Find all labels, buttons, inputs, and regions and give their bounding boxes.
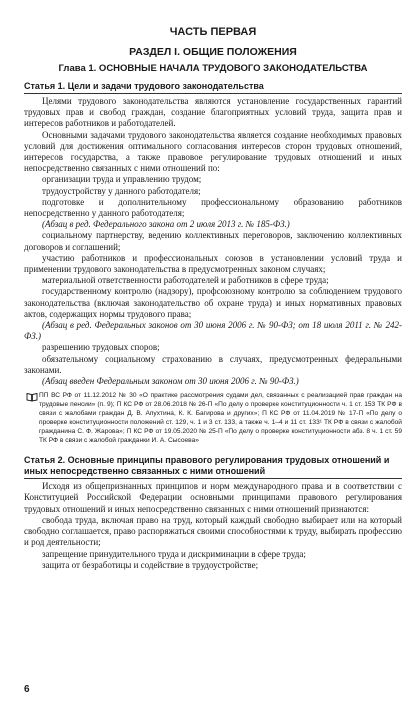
article-2-title: Статья 2. Основные принципы правового регулирования трудовых отношений и иных непосредственно связанных с ними отношений (24, 455, 390, 477)
article-2-paragraph: запрещение принудительного труда и дискриминации в сфере труда; (42, 548, 306, 559)
article-1-paragraph: участию работников и профессиональных союзов в установлении условий труда и применении трудового законодательства в предусмотренных законом случаях; (24, 252, 402, 275)
article-1-paragraph: обязательному социальному страхованию в случаях, предусмотренных федеральными законами. (24, 353, 402, 375)
article-2-rule (24, 478, 402, 479)
article-2-body (24, 481, 402, 571)
page-number: 6 (24, 684, 30, 695)
article-1-title: Статья 1. Цели и задачи трудового законодательства (24, 81, 264, 91)
article-1-paragraph: материальной ответственности работодателей и работников в сфере труда; (42, 275, 329, 286)
chapter-title: Глава 1. ОСНОВНЫЕ НАЧАЛА ТРУДОВОГО ЗАКОНОДАТЕЛЬСТВА (58, 63, 368, 74)
article-1-rule (24, 93, 402, 94)
article-1-paragraph: подготовке и дополнительному профессиональному образованию работников непосредственно у данного работодателя; (24, 196, 402, 219)
article-1-paragraph: Целями трудового законодательства являются установление государственных гарантий трудовых прав и свобод граждан, создание благоприятных условий труда, защита прав и интересов работников и работодателей. (24, 96, 402, 129)
article-1-paragraph: разрешению трудовых споров; (42, 342, 160, 353)
reference-note-text: ПП ВС РФ от 11.12.2012 № 30 «О практике рассмотрения судами дел, связанных с реализацией прав граждан на трудовые пенсии» (п. 9); П КС РФ от 28.06.2018 № 26-П «По делу о проверке конституционности ч. 1 ст. 153 ТК РФ в связи с жалобами граждан Д. В. Апухтина, К. К. Багирова и других»; П КС РФ от 11.04.2019 № 17-П «По делу о проверке конституционности положений ст. 129, ч. 1 и 3 ст. 133, а также ч. 1–4 и 11 ст. 133¹ ТК РФ в связи с жалобой гражданина С. Ф. Жарова»; П КС РФ от 19.05.2020 № 25-П «По делу о проверке конституционности абз. 8 ч. 1 ст. 59 ТК РФ в связи с жалобой гражданки И. А. Сысоева» (39, 392, 402, 445)
book-reference-icon (24, 391, 39, 445)
part-title: ЧАСТЬ ПЕРВАЯ (169, 26, 257, 38)
article-1-amendment-note: (Абзац введен Федеральным законом от 30 июня 2006 г. № 90-ФЗ.) (42, 376, 299, 387)
article-1-paragraph: организации труда и управлению трудом; (42, 174, 202, 185)
article-1-paragraph: социальному партнерству, ведению коллективных переговоров, заключению коллективных договоров и соглашений; (24, 230, 402, 252)
article-1-paragraph: Основными задачами трудового законодательства является создание необходимых правовых условий для достижения оптимального согласования интересов сторон трудовых отношений, интересов государства, а также правовое регулирование трудовых отношений и иных непосредственно связанных с ними отношений по: (24, 129, 402, 174)
article-1-paragraph: государственному контролю (надзору), профсоюзному контролю за соблюдением трудового законодательства (включая законодательство об охране труда) и иных нормативных правовых актов, содержащих нормы трудового права; (24, 286, 402, 319)
section-title: РАЗДЕЛ I. ОБЩИЕ ПОЛОЖЕНИЯ (129, 46, 297, 58)
article-1-amendment-note: (Абзац в ред. Федерального закона от 2 июля 2013 г. № 185-ФЗ.) (42, 219, 290, 230)
article-2-paragraph: Исходя из общепризнанных принципов и норм международного права и в соответствии с Конституцией Российской Федерации основными принципами правового регулирования трудовых отношений и иных непосредственно связанных с ними отношений признаются: (24, 481, 402, 514)
article-2-paragraph: свобода труда, включая право на труд, который каждый свободно выбирает или на который свободно соглашается, право распоряжаться своими способностями к труду, выбирать профессию и род деятельности; (24, 514, 402, 548)
article-2-paragraph: защита от безработицы и содействие в трудоустройстве; (42, 559, 259, 570)
article-1-paragraph: трудоустройству у данного работодателя; (42, 185, 201, 196)
reference-note (24, 391, 402, 445)
article-1-amendment-note: (Абзац в ред. Федеральных законов от 30 июня 2006 г. № 90-ФЗ; от 18 июля 2011 г. № 242-ФЗ.) (24, 320, 402, 342)
article-1-body (24, 96, 402, 387)
